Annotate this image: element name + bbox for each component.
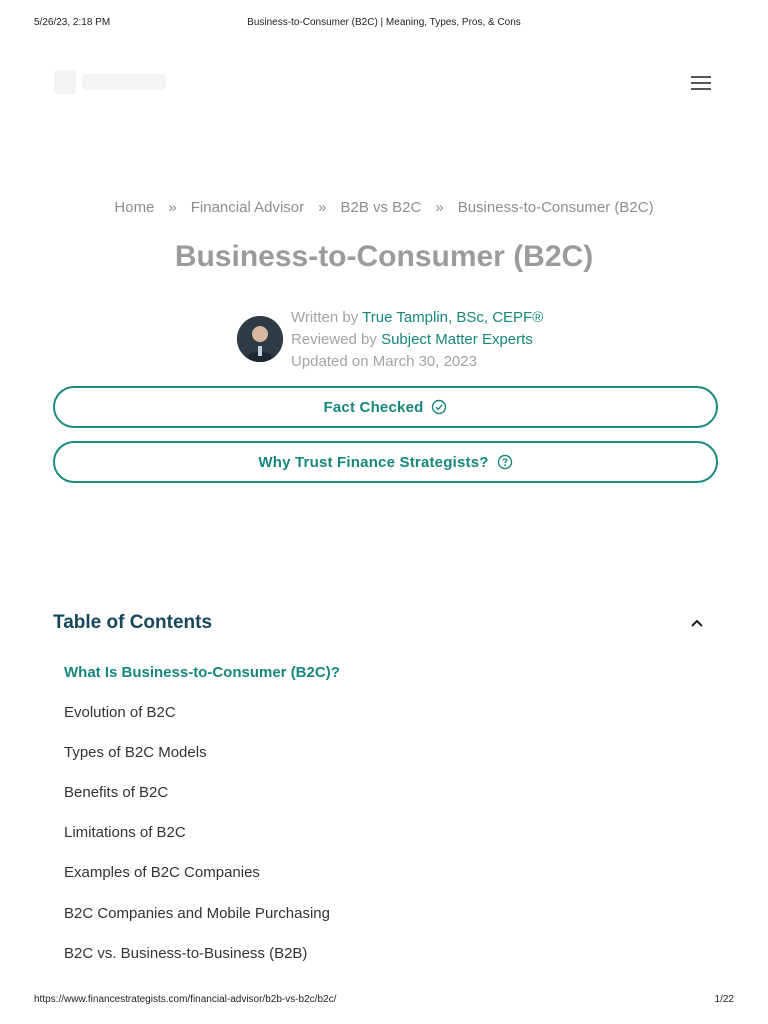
print-page-number: 1/22 (714, 994, 734, 1005)
toc-item-what-is-b2c[interactable]: What Is Business-to-Consumer (B2C)? (64, 664, 340, 681)
check-circle-icon (431, 399, 447, 415)
breadcrumb-separator: » (318, 199, 327, 216)
fact-checked-button[interactable] (53, 386, 718, 428)
toc-item-benefits[interactable]: Benefits of B2C (64, 784, 169, 801)
breadcrumb-home[interactable]: Home (114, 199, 155, 216)
print-date: 5/26/23, 2:18 PM (34, 17, 111, 28)
toc-item-types[interactable]: Types of B2C Models (64, 744, 207, 761)
author-byline (291, 307, 543, 373)
toc-item-b2c-vs-b2b[interactable]: B2C vs. Business-to-Business (B2B) (64, 945, 308, 962)
breadcrumb-separator: » (435, 199, 444, 216)
breadcrumb-financial-advisor[interactable]: Financial Advisor (190, 199, 305, 216)
written-by-label: Written by (291, 309, 359, 326)
breadcrumb (0, 199, 768, 216)
reviewed-by-label: Reviewed by (291, 331, 377, 348)
logo-mark-icon (52, 64, 170, 100)
breadcrumb-b2b-vs-b2c[interactable]: B2B vs B2C (340, 199, 422, 216)
print-page-title: Business-to-Consumer (B2C) | Meaning, Types, Pros, & Cons (247, 17, 521, 28)
page-title: Business-to-Consumer (B2C) (174, 240, 594, 273)
fact-checked-label: Fact Checked (323, 398, 424, 416)
author-name-link[interactable]: True Tamplin, BSc, CEPF® (362, 309, 544, 326)
chevron-up-icon[interactable] (688, 614, 706, 632)
toc-item-examples[interactable]: Examples of B2C Companies (64, 864, 260, 881)
breadcrumb-separator: » (168, 199, 177, 216)
toc-heading: Table of Contents (53, 612, 213, 633)
breadcrumb-current[interactable]: Business-to-Consumer (B2C) (457, 199, 654, 216)
why-trust-button[interactable] (53, 441, 718, 483)
author-photo-icon (237, 316, 283, 362)
hamburger-menu-icon[interactable] (688, 72, 714, 94)
toc-item-limitations[interactable]: Limitations of B2C (64, 824, 186, 841)
why-trust-label: Why Trust Finance Strategists? (258, 453, 489, 471)
reviewer-name-link[interactable]: Subject Matter Experts (381, 331, 533, 348)
reviewed-by-row (291, 329, 543, 351)
toc-item-evolution[interactable]: Evolution of B2C (64, 704, 176, 721)
toc-item-mobile-purchasing[interactable]: B2C Companies and Mobile Purchasing (64, 905, 330, 922)
written-by-row (291, 307, 543, 329)
site-logo[interactable] (52, 64, 170, 100)
updated-date: Updated on March 30, 2023 (291, 353, 477, 370)
question-circle-icon (497, 454, 513, 470)
print-url: https://www.financestrategists.com/financial-advisor/b2b-vs-b2c/b2c/ (34, 994, 337, 1005)
author-avatar (237, 316, 283, 362)
